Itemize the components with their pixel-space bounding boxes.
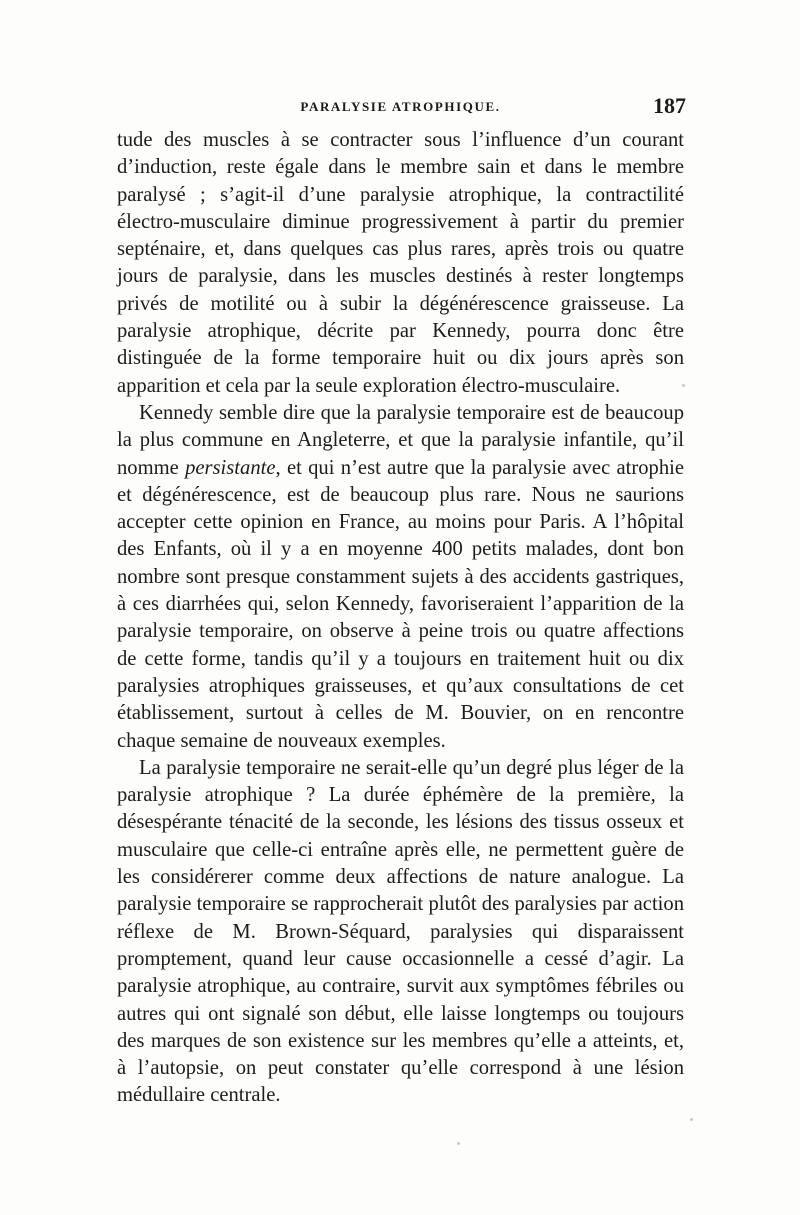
running-title: PARALYSIE ATROPHIQUE. — [300, 99, 501, 114]
paragraph-3-text: La paralysie temporaire ne serait-elle qu’un degré plus léger de la paralysie atrophique ? La durée éphémère de la première, la désespérante ténacité de la seconde, les lésions des tissus osseux et musculaire que celle-ci entraîne après elle, ne permettent guère de les considérerer comme deux affections de nature analogue. La paralysie temporaire se rapprocherait plutôt des paralysies par action réflexe de M. Brown-Séquard, paralysies qui disparaissent promptement, quand leur cause occasionnelle a cessé d’agir. La paralysie atrophique, au contraire, survit aux symptômes fébriles ou autres qui ont signalé son début, elle laisse longtemps ou toujours des marques de son existence sur les membres qu’elle a atteints, et, à l’autopsie, on peut constater qu’elle correspond à une lésion médullaire centrale. — [117, 756, 684, 1107]
italic-term-persistante: persistante — [185, 456, 276, 479]
paragraph-1-text: tude des muscles à se contracter sous l’influence d’un courant d’induction, reste égale dans le membre sain et dans le membre paralysé ; s’agit-il d’une paralysie atrophique, la contractilité électro-musculaire diminue progressivement à partir du premier septénaire, et, dans quelques cas plus rares, après trois ou quatre jours de paralysie, dans les muscles destinés à rester longtemps privés de motilité ou à subir la dégénérescence graisseuse. La paralysie atrophique, décrite par Kennedy, pourra donc être distinguée de la forme temporaire huit ou dix jours après son apparition et cela par la seule exploration électro-musculaire. — [117, 129, 684, 397]
paper-speck — [690, 1118, 693, 1121]
running-head — [117, 93, 684, 123]
paper-speck — [682, 384, 685, 387]
paragraph-3 — [117, 755, 684, 1110]
paragraph-2-text-a: Kennedy semble dire que la paralysie temporaire est de beaucoup la plus commune en Angleterre, et que la paralysie infantile, qu’il nomme — [117, 401, 684, 479]
paragraph-1 — [117, 127, 684, 400]
body-text — [117, 127, 684, 1110]
page-number: 187 — [653, 93, 686, 118]
paragraph-2 — [117, 400, 684, 755]
paper-speck — [457, 1142, 460, 1145]
paragraph-2-text-b: , et qui n’est autre que la paralysie avec atrophie et dégénérescence, est de beaucoup plus rare. Nous ne saurions accepter cette opinion en France, au moins pour Paris. A l’hôpital des Enfants, où il y a en moyenne 400 petits malades, dont bon nombre sont presque constamment sujets à des accidents gastriques, à ces diarrhées qui, selon Kennedy, favoriseraient l’apparition de la paralysie temporaire, on observe à peine trois ou quatre affections de cette forme, tandis qu’il y a toujours en traitement huit ou dix paralysies atrophiques graisseuses, et qu’aux consultations de cet établissement, surtout à celles de M. Bouvier, on en rencontre chaque semaine de nouveaux exemples. — [117, 456, 684, 752]
